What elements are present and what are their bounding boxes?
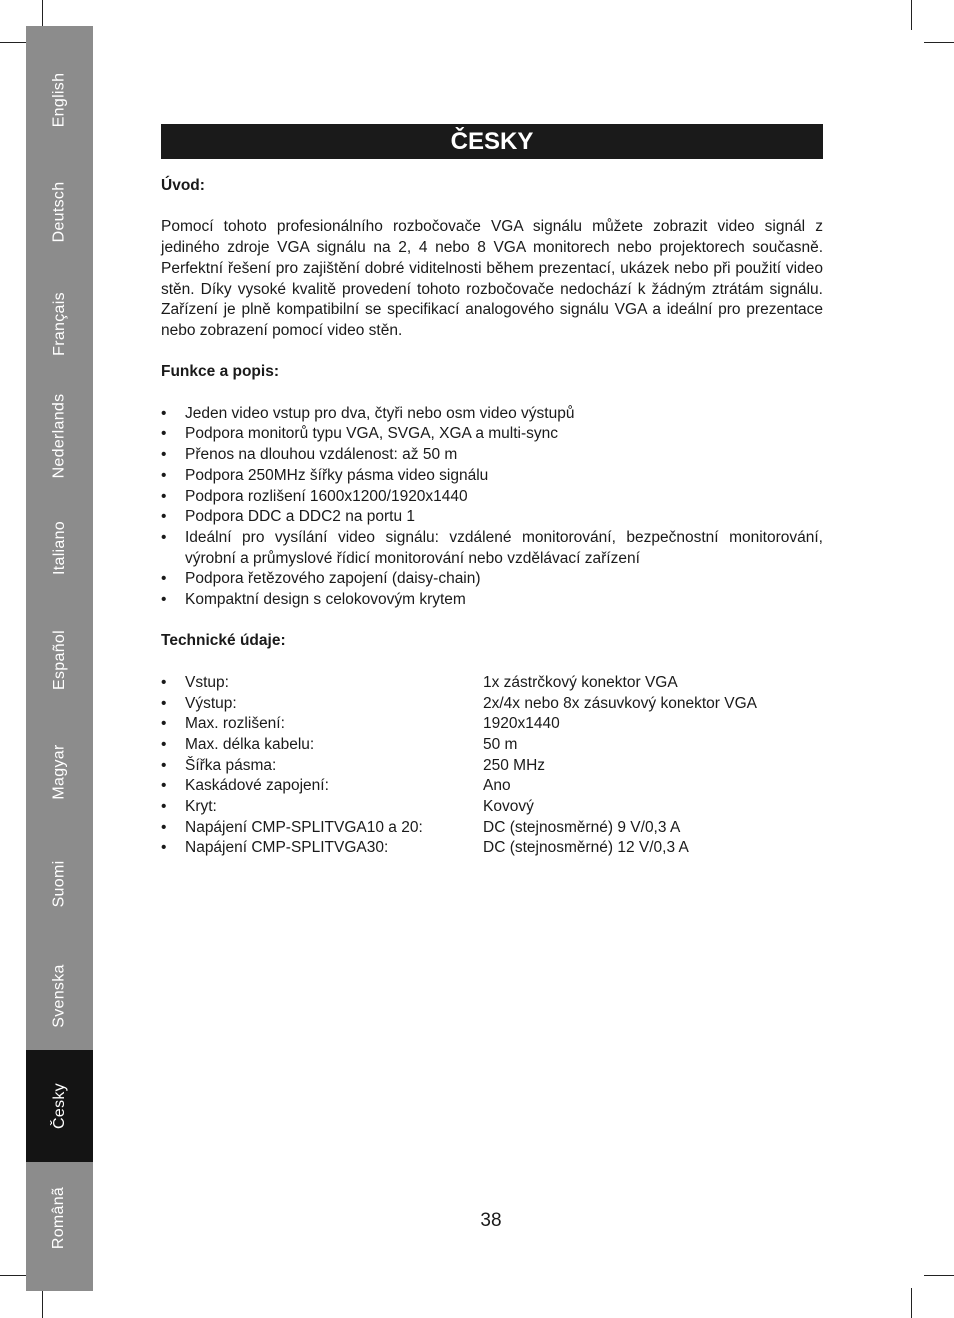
bullet: • — [161, 528, 167, 546]
tab-nederlands[interactable] — [26, 380, 93, 492]
main-content — [161, 176, 823, 880]
spec-value: DC (stejnosměrné) 9 V/0,3 A — [483, 818, 681, 836]
crop-mark — [924, 1275, 954, 1276]
spec-row — [161, 673, 823, 694]
spec-label: Max. délka kabelu: — [185, 735, 315, 753]
tab-english[interactable] — [26, 44, 93, 156]
tab-label: Nederlands — [50, 393, 68, 479]
bullet: • — [161, 673, 167, 691]
list-item — [161, 404, 823, 425]
bullet: • — [161, 798, 167, 816]
spec-value: 2x/4x nebo 8x zásuvkový konektor VGA — [483, 694, 757, 712]
feature-text: Podpora monitorů typu VGA, SVGA, XGA a multi-sync — [185, 425, 559, 443]
spec-label: Max. rozlišení: — [185, 715, 285, 733]
specs-list — [161, 673, 823, 859]
spec-row — [161, 735, 823, 756]
bullet: • — [161, 839, 167, 857]
spec-row — [161, 776, 823, 797]
list-item — [161, 487, 823, 508]
tab-label: Italiano — [50, 521, 68, 575]
tab-svenska[interactable] — [26, 940, 93, 1052]
spec-value: Kovový — [483, 798, 534, 816]
feature-text: Jeden video vstup pro dva, čtyři nebo osm video výstupů — [185, 404, 575, 422]
tab-label: Deutsch — [50, 181, 68, 243]
list-item — [161, 507, 823, 528]
features-list — [161, 404, 823, 611]
crop-mark — [42, 1288, 43, 1318]
spec-row — [161, 818, 823, 839]
list-item — [161, 424, 823, 445]
bullet: • — [161, 425, 167, 443]
bullet: • — [161, 735, 167, 753]
feature-text: Podpora DDC a DDC2 na portu 1 — [185, 508, 416, 526]
bullet: • — [161, 591, 167, 609]
tab-espanol[interactable] — [26, 604, 93, 716]
spec-value: 250 MHz — [483, 756, 546, 774]
bullet: • — [161, 446, 167, 464]
spec-row — [161, 714, 823, 735]
spec-value: DC (stejnosměrné) 12 V/0,3 A — [483, 839, 689, 857]
feature-text: Podpora řetězového zapojení (daisy-chain) — [185, 570, 481, 588]
list-item — [161, 466, 823, 487]
feature-text: Ideální pro vysílání video signálu: vzdálené monitorování, bezpečnostní monitorování, výrobní a průmyslové řídicí monitorování nebo vzdělávací zařízení — [185, 528, 823, 567]
spec-label: Napájení CMP-SPLITVGA10 a 20: — [185, 818, 423, 836]
list-item — [161, 590, 823, 611]
crop-mark — [911, 0, 912, 30]
spec-value: 50 m — [483, 735, 518, 753]
spec-value: 1920x1440 — [483, 715, 560, 733]
bullet: • — [161, 777, 167, 795]
page-number: 38 — [480, 1210, 502, 1231]
bullet: • — [161, 818, 167, 836]
list-item — [161, 445, 823, 466]
tab-magyar[interactable] — [26, 716, 93, 828]
bullet: • — [161, 404, 167, 422]
tab-label: Česky — [50, 1083, 68, 1129]
spec-label: Napájení CMP-SPLITVGA30: — [185, 839, 389, 857]
spec-value: Ano — [483, 777, 511, 795]
list-item — [161, 569, 823, 590]
feature-text: Přenos na dlouhou vzdálenost: až 50 m — [185, 446, 458, 464]
tab-label: Français — [50, 292, 68, 356]
bullet: • — [161, 756, 167, 774]
spec-row — [161, 756, 823, 777]
spec-label: Kaskádové zapojení: — [185, 777, 329, 795]
intro-paragraph: Pomocí tohoto profesionálního rozbočovače VGA signálu můžete zobrazit video signál z jediného zdroje VGA signálu na 2, 4 nebo 8 VGA monitorech nebo projektorech současně. Perfektní řešení pro zajištění dobré viditelnosti během prezentací, ukázek nebo při použití video stěn. Díky vysoké kvalitě provedení tohoto rozbočovače nedochází k žádným ztrátám signálu. Zařízení je plně kompatibilní se specifikací analogového signálu VGA a ideální pro prezentace nebo zobrazení pomocí video stěn. — [161, 218, 823, 339]
features-heading: Funkce a popis: — [161, 363, 279, 381]
bullet: • — [161, 508, 167, 526]
intro-heading: Úvod: — [161, 177, 205, 194]
bullet: • — [161, 570, 167, 588]
tab-deutsch[interactable] — [26, 156, 93, 268]
tab-suomi[interactable] — [26, 828, 93, 940]
spec-label: Šířka pásma: — [185, 756, 277, 774]
crop-mark — [924, 42, 954, 43]
tab-label: Suomi — [50, 860, 68, 908]
bullet: • — [161, 694, 167, 712]
list-item — [161, 528, 823, 569]
crop-mark — [911, 1288, 912, 1318]
spec-row — [161, 838, 823, 859]
language-sidebar — [26, 26, 93, 1291]
tab-label: Românã — [50, 1186, 68, 1250]
bullet: • — [161, 715, 167, 733]
section-title: ČESKY — [161, 124, 823, 159]
tab-label: Español — [50, 630, 68, 690]
tab-italiano[interactable] — [26, 492, 93, 604]
feature-text: Podpora 250MHz šířky pásma video signálu — [185, 466, 489, 484]
tab-francais[interactable] — [26, 268, 93, 380]
feature-text: Podpora rozlišení 1600x1200/1920x1440 — [185, 487, 468, 505]
tab-label: English — [50, 72, 68, 128]
bullet: • — [161, 466, 167, 484]
spec-row — [161, 694, 823, 715]
spec-label: Výstup: — [185, 694, 237, 712]
tab-romana[interactable] — [26, 1162, 93, 1274]
tab-cesky[interactable] — [26, 1050, 93, 1162]
specs-heading: Technické údaje: — [161, 632, 286, 650]
bullet: • — [161, 487, 167, 505]
spec-value: 1x zástrčkový konektor VGA — [483, 673, 678, 691]
spec-row — [161, 797, 823, 818]
tab-label: Magyar — [50, 744, 68, 800]
feature-text: Kompaktní design s celokovovým krytem — [185, 591, 466, 609]
tab-label: Svenska — [50, 964, 68, 1028]
spec-label: Kryt: — [185, 798, 217, 816]
spec-label: Vstup: — [185, 673, 229, 691]
